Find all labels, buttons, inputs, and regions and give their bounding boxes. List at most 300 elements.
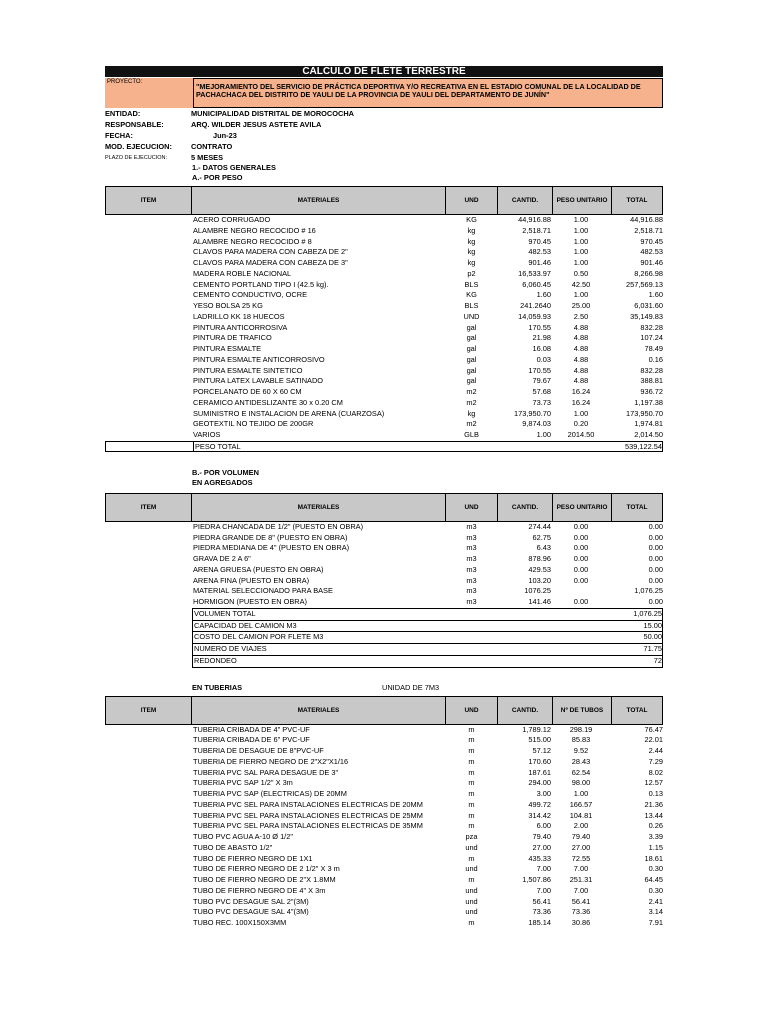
material-cell: ACERO CORRUGADO [193,215,271,224]
total-cell: 0.30 [648,885,663,895]
col-materiales: MATERIALES [192,187,446,214]
col-peso-unitario: PESO UNITARIO [553,494,612,521]
table-row [105,247,663,258]
total-cell: 0.26 [648,821,663,831]
material-cell: LADRILLO KK 18 HUECOS [193,311,285,321]
unit-value-cell: 0.00 [573,575,589,585]
quantity-cell: 7.00 [536,885,551,895]
meta-key: MOD. EJECUCION: [105,142,172,151]
unit-cell: m [468,789,475,799]
table-row [105,897,663,908]
quantity-cell: 515.00 [528,735,551,745]
material-cell: TUBO DE ABASTO 1/2" [193,842,273,852]
meta-modalidad [105,142,663,152]
quantity-cell: 429.53 [528,564,551,574]
section-tuberias [105,683,663,693]
total-cell: 1,076.25 [634,586,663,596]
unit-cell: m [468,778,475,788]
material-cell: PINTURA ESMALTE ANTICORROSIVO [193,354,325,364]
total-cell: 8,266.98 [634,268,663,278]
material-cell: PORCELANATO DE 60 X 60 CM [193,387,302,396]
unit-cell: m [468,875,475,885]
col-total: TOTAL [626,706,648,714]
total-cell: 173,950.70 [626,408,663,418]
quantity-cell: 170.60 [528,756,551,766]
col-peso-unitario: PESO UNITARIO [553,187,612,214]
total-cell: 21.36 [644,799,663,809]
total-cell: 2.41 [648,896,663,906]
col-und: UND [446,187,498,214]
table-row [105,355,663,366]
material-cell: VARIOS [193,430,221,439]
total-cell: 6,031.60 [634,301,663,310]
quantity-cell: 57.12 [532,746,551,756]
total-cell: 8.02 [648,767,663,777]
table-header-tuberias [105,696,663,725]
col-item: ITEM [106,187,192,214]
unit-value-cell: 98.00 [571,778,591,788]
table-row [105,344,663,355]
summary-value: 1,076.25 [633,608,662,618]
unit-cell: und [465,864,478,874]
total-cell: 832.28 [640,322,663,332]
total-cell: 2,014.50 [634,430,663,439]
material-cell: CLAVOS PARA MADERA CON CABEZA DE 2" [193,247,348,257]
total-cell: 1.60 [648,290,663,300]
unit-value-cell: 56.41 [571,896,591,906]
total-cell: 18.61 [644,853,663,863]
material-cell: TUBERIA DE FIERRO NEGRO DE 2"X2"X1/16 [193,756,349,766]
table-row [105,430,663,441]
col-item: ITEM [106,697,192,724]
total-cell: 2.44 [648,746,663,756]
summary-label: COSTO DEL CAMION POR FLETE M3 [194,632,324,642]
section-agregados: EN AGREGADOS [192,477,253,487]
unit-value-cell: 0.00 [573,554,589,563]
table-row [105,237,663,248]
unit-value-cell: 1.00 [573,258,589,267]
total-cell: 12.57 [644,778,663,788]
project-row [105,78,663,108]
unit-cell: gal [466,376,477,386]
unit-cell: m3 [466,586,477,596]
unit-value-cell: 0.50 [573,268,589,278]
total-cell: 2,518.71 [634,225,663,235]
total-cell: 44,916.88 [630,215,663,224]
total-cell: 0.00 [648,543,663,553]
quantity-cell: 170.55 [528,365,551,375]
table-row [105,757,663,768]
unit-value-cell: 2.00 [573,821,589,831]
unit-cell: m [468,735,475,745]
table-row [105,376,663,387]
table-row [105,215,663,226]
meta-value: CONTRATO [191,142,233,151]
material-cell: GRAVA DE 2 A 6" [193,554,251,563]
total-cell: 0.00 [648,564,663,574]
section-datos-generales: 1.- DATOS GENERALES [192,163,276,172]
quantity-cell: 21.98 [532,333,551,343]
unit-value-cell: 16.24 [571,397,591,407]
section-por-peso: A.- POR PESO [192,173,243,182]
material-cell: TUBO DE FIERRO NEGRO DE 1X1 [193,853,313,863]
material-cell: ARENA FINA (PUESTO EN OBRA) [193,575,310,585]
total-cell: 970.45 [640,236,663,246]
col-cantid: CANTID. [498,187,553,214]
summary-row [192,621,663,633]
unit-cell: gal [466,365,477,375]
quantity-cell: 6.00 [536,821,551,831]
quantity-cell: 1076.25 [524,586,551,596]
material-cell: PIEDRA CHANCADA DE 1/2" (PUESTO EN OBRA) [193,521,364,531]
material-cell: CEMENTO CONDUCTIVO, OCRE [193,290,308,300]
unit-cell: m2 [466,387,477,396]
total-cell: 7.29 [648,756,663,766]
material-cell: CLAVOS PARA MADERA CON CABEZA DE 3" [193,258,348,267]
quantity-cell: 56.41 [532,896,551,906]
peso-total-label: PESO TOTAL [193,442,602,451]
quantity-cell: 294.00 [528,778,551,788]
table-row [105,811,663,822]
col-item: ITEM [106,494,192,521]
project-label: PROYECTO: [105,78,193,108]
table-row [105,843,663,854]
unit-value-cell: 62.54 [571,767,591,777]
quantity-cell: 2,518.71 [522,225,551,235]
total-cell: 0.00 [648,521,663,531]
material-cell: CEMENTO PORTLAND TIPO I (42.5 kg). [193,279,329,289]
table-row [105,821,663,832]
table-row [105,768,663,779]
unit-value-cell: 7.00 [573,885,589,895]
table-row [105,387,663,398]
table-header-peso [105,186,663,215]
quantity-cell: 79.67 [532,376,551,386]
quantity-cell: 482.53 [528,247,551,257]
unit-cell: m [468,853,475,863]
table-row [105,725,663,736]
material-cell: TUBERIA CRIBADA DE 6" PVC-UF [193,735,310,745]
unit-value-cell: 73.36 [571,907,591,917]
unit-cell: m3 [466,543,477,553]
summary-value: 71.75 [643,644,662,654]
unit-cell: gal [466,322,477,332]
unit-cell: kg [467,236,476,246]
unit-value-cell: 25.00 [571,301,591,310]
total-cell: 78.49 [644,344,663,353]
quantity-cell: 27.00 [532,842,551,852]
unit-cell: BLS [464,301,479,310]
table-row [105,522,663,533]
total-cell: 1,197.38 [634,397,663,407]
table-row [105,875,663,886]
material-cell: TUBO PVC AGUA A-10 Ø 1/2" [193,832,293,842]
col-n-tubos: Nº DE TUBOS [553,697,612,724]
total-cell: 0.00 [648,597,663,606]
unit-value-cell: 1.00 [573,290,589,300]
unit-value-cell: 42.50 [571,279,591,289]
quantity-cell: 7.00 [536,864,551,874]
quantity-cell: 16,533.97 [518,268,551,278]
unit-value-cell: 1.00 [573,236,589,246]
unit-cell: m2 [466,397,477,407]
unit-cell: und [465,896,478,906]
material-cell: SUMINISTRO E INSTALACION DE ARENA (CUARZOSA) [193,408,385,418]
table-row [105,398,663,409]
unit-cell: gal [466,354,477,364]
table-row [105,290,663,301]
material-cell: TUBERIA PVC SEL PARA INSTALACIONES ELECTRICAS DE 35MM [193,821,423,831]
quantity-cell: 970.45 [528,236,551,246]
material-cell: PINTURA ESMALTE SINTETICO [193,365,303,375]
unit-value-cell: 7.00 [573,864,589,874]
unit-cell: m [468,756,475,766]
material-cell: YESO BOLSA 25 KG [193,301,263,310]
unit-value-cell: 4.88 [573,365,589,375]
unit-value-cell: 4.88 [573,344,589,353]
unit-value-cell: 298.19 [569,724,593,734]
unit-cell: m3 [466,532,477,542]
unit-cell: m [468,724,475,734]
col-und: UND [446,494,498,521]
quantity-cell: 6.43 [536,543,551,553]
quantity-cell: 9,874.03 [522,419,551,429]
unit-value-cell: 9.52 [573,746,589,756]
unit-value-cell: 251.31 [569,875,593,885]
table-row [105,554,663,565]
quantity-cell: 14,059.93 [518,311,551,321]
unit-cell: m3 [466,521,477,531]
material-cell: MADERA ROBLE NACIONAL [193,268,292,278]
table-row [105,226,663,237]
material-cell: ARENA GRUESA (PUESTO EN OBRA) [193,564,324,574]
summary-label: NUMERO DE VIAJES [194,644,267,654]
table-row [105,312,663,323]
summary-row [192,656,663,668]
unit-value-cell: 0.00 [573,543,589,553]
total-cell: 64.45 [644,875,663,885]
summary-value: 15.00 [643,620,662,630]
material-cell: TUBO REC. 100X150X3MM [193,918,287,928]
total-cell: 388.81 [640,376,663,386]
unit-cell: und [465,885,478,895]
total-cell: 482.53 [640,247,663,257]
table-row [105,886,663,897]
meta-value: ARQ. WILDER JESUS ASTETE AVILA [191,120,322,129]
material-cell: TUBERIA PVC SAL PARA DESAGUE DE 3" [193,767,339,777]
material-cell: GEOTEXTIL NO TEJIDO DE 200GR [193,419,314,429]
quantity-cell: 314.42 [528,810,551,820]
unit-value-cell: 4.88 [573,333,589,343]
table-row [105,533,663,544]
total-cell: 1.15 [648,842,663,852]
unit-cell: kg [467,225,476,235]
meta-value: MUNICIPALIDAD DISTRITAL DE MOROCOCHA [191,109,354,118]
meta-value: 5 MESES [191,153,224,162]
table-row [105,586,663,597]
material-cell: HORMIGON (PUESTO EN OBRA) [193,597,308,606]
total-cell: 3.39 [648,832,663,842]
unit-value-cell: 0.00 [573,564,589,574]
col-cantid: CANTID. [498,697,553,724]
quantity-cell: 170.55 [528,322,551,332]
quantity-cell: 499.72 [528,799,551,809]
total-cell: 0.00 [648,532,663,542]
unit-value-cell: 166.57 [569,799,593,809]
material-cell: PINTURA LATEX LAVABLE SATINADO [193,376,324,386]
quantity-cell: 185.14 [528,918,551,928]
summary-label: REDONDEO [194,655,237,665]
quantity-cell: 103.20 [528,575,551,585]
total-cell: 35,149.83 [630,311,663,321]
quantity-cell: 73.36 [532,907,551,917]
unit-cell: gal [466,344,477,353]
summary-row [192,644,663,656]
unit-value-cell: 4.88 [573,354,589,364]
quantity-cell: 241.2640 [520,301,551,310]
table-row [105,301,663,312]
table-row [105,543,663,554]
total-cell: 13.44 [644,810,663,820]
unit-cell: m [468,746,475,756]
total-cell: 0.16 [648,354,663,364]
unit-cell: gal [466,333,477,343]
unit-cell: p2 [467,268,476,278]
quantity-cell: 62.75 [532,532,551,542]
summary-row [192,608,663,621]
summary-value: 72 [653,655,662,665]
table-row [105,735,663,746]
total-cell: 901.46 [640,258,663,267]
table-body-tuberias [105,725,663,929]
col-und: UND [446,697,498,724]
total-cell: 0.00 [648,554,663,563]
unit-cell: UND [463,311,480,321]
quantity-cell: 1,507.86 [522,875,551,885]
quantity-cell: 0.03 [536,354,551,364]
material-cell: PIEDRA GRANDE DE 8" (PUESTO EN OBRA) [193,532,348,542]
meta-responsable [105,120,663,130]
meta-key: RESPONSABLE: [105,120,164,129]
material-cell: PINTURA DE TRAFICO [193,333,272,343]
unit-cell: pza [465,832,478,842]
table-row [105,918,663,929]
meta-key: FECHA: [105,131,133,140]
col-materiales: MATERIALES [192,494,446,521]
table-row [105,323,663,334]
unit-value-cell: 72.55 [571,853,591,863]
table-row [105,800,663,811]
table-body-peso [105,215,663,441]
quantity-cell: 73.73 [532,397,551,407]
unit-value-cell: 0.00 [573,597,589,606]
table-row [105,778,663,789]
table-row [105,419,663,430]
unit-cell: kg [467,408,476,418]
total-cell: 3.14 [648,907,663,917]
quantity-cell: 1,789.12 [522,724,551,734]
unit-cell: kg [467,247,476,257]
quantity-cell: 1.00 [536,430,551,439]
material-cell: PINTURA ANTICORROSIVA [193,322,288,332]
table-row [105,366,663,377]
unit-cell: kg [467,258,476,267]
unit-cell: BLS [464,279,479,289]
table-row [105,565,663,576]
table-row [105,907,663,918]
unit-value-cell: 27.00 [571,842,591,852]
material-cell: PINTURA ESMALTE [193,344,262,353]
material-cell: CERAMICO ANTIDESLIZANTE 30 x 0.20 CM [193,397,343,407]
material-cell: TUBO PVC DESAGUE SAL 4"(3M) [193,907,309,917]
quantity-cell: 878.96 [528,554,551,563]
unit-value-cell: 30.86 [571,918,591,928]
quantity-cell: 44,916.88 [518,215,551,224]
table-row [105,597,663,608]
table-row [105,832,663,843]
quantity-cell: 3.00 [536,789,551,799]
unit-value-cell: 2.50 [573,311,589,321]
unit-value-cell: 1.00 [573,247,589,257]
section-por-volumen: B.- POR VOLUMEN [192,467,259,477]
material-cell: MATERIAL SELECCIONADO PARA BASE [193,586,333,596]
peso-total-value: 539,122.54 [625,441,662,451]
sheet-title: CALCULO DE FLETE TERRESTRE [105,66,663,77]
table-row [105,864,663,875]
unit-value-cell: 0.00 [573,532,589,542]
unit-value-cell: 28.43 [571,756,591,766]
unit-value-cell: 16.24 [571,387,591,396]
unit-value-cell: 4.88 [573,376,589,386]
total-cell: 22.01 [644,735,663,745]
col-total: TOTAL [626,503,648,511]
material-cell: TUBO PVC DESAGUE SAL 2"(3M) [193,896,309,906]
tuberias-unit: UNIDAD DE 7M3 [382,682,440,692]
unit-value-cell: 2014.50 [567,430,595,439]
material-cell: ALAMBRE NEGRO RECOCIDO # 16 [193,225,316,235]
meta-entidad [105,109,663,119]
summary-row [192,632,663,644]
meta-key: ENTIDAD: [105,109,141,118]
project-name: "MEJORAMIENTO DEL SERVICIO DE PRÁCTICA DEPORTIVA Y/O RECREATIVA EN EL ESTADIO COMUNAL DE LA LOCALIDAD DE PACHACHACA DEL DISTRITO DE YAULI DE LA PROVINCIA DE YAULI DEL DEPARTAMENTO DE JUNÍN" [193,78,663,108]
quantity-cell: 901.46 [528,258,551,267]
meta-plazo [105,153,663,163]
unit-cell: GLB [464,430,479,439]
material-cell: TUBO DE FIERRO NEGRO DE 2 1/2" X 3 m [193,864,340,874]
quantity-cell: 187.61 [528,767,551,777]
total-cell: 0.30 [648,864,663,874]
unit-value-cell [553,586,609,597]
quantity-cell: 141.46 [528,597,551,606]
quantity-cell: 79.40 [532,832,551,842]
total-cell: 0.13 [648,789,663,799]
meta-key: PLAZO DE EJECUCION: [105,155,168,161]
total-cell: 0.00 [648,575,663,585]
unit-cell: und [465,907,478,917]
total-cell: 107.24 [640,333,663,343]
unit-value-cell: 104.81 [569,810,593,820]
material-cell: ALAMBRE NEGRO RECOCIDO # 8 [193,236,312,246]
table-row [105,789,663,800]
material-cell: TUBO DE FIERRO NEGRO DE 2"X 1.8MM [193,875,336,885]
table-row [105,280,663,291]
table-row [105,576,663,587]
unit-value-cell: 0.20 [573,419,589,429]
unit-cell: und [465,842,478,852]
table-row [105,269,663,280]
unit-cell: m [468,810,475,820]
table-row [105,854,663,865]
